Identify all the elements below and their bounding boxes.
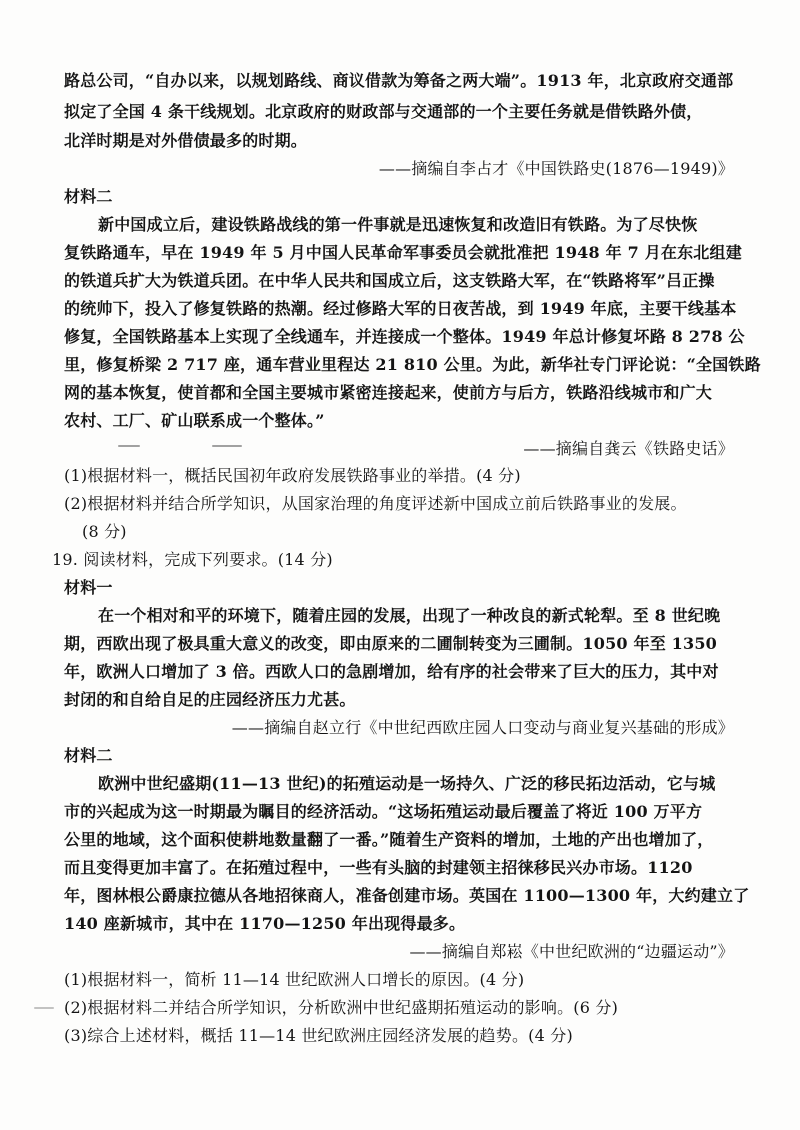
q19-question-1: (1)根据材料一，简析 11—14 世纪欧洲人口增长的原因。(4 分)	[64, 970, 525, 989]
q18-m2-line-2: 复铁路通车，早在 1949 年 5 月中国人民革命军事委员会就批准把 1948 年 7 月在东北组建	[64, 243, 742, 262]
scan-smudge	[34, 1007, 54, 1009]
q19-m1-title: 材料一	[64, 578, 113, 597]
q18-question-2: (2)根据材料并结合所学知识，从国家治理的角度评述新中国成立前后铁路事业的发展。	[64, 494, 687, 513]
q18-m1-line-2: 拟定了全国 4 条干线规划。北京政府的财政部与交通部的一个主要任务就是借铁路外债，	[64, 102, 703, 121]
scan-smudge	[118, 445, 140, 447]
q18-m2-source: ——摘编自龚云《铁路史话》	[523, 439, 734, 458]
q19-m2-source: ——摘编自郑崧《中世纪欧洲的“边疆运动”》	[409, 942, 734, 961]
q19-m2-line-2: 市的兴起成为这一时期最为瞩目的经济活动。“这场拓殖运动最后覆盖了将近 100 万平方	[64, 802, 703, 821]
scan-smudge	[212, 445, 242, 447]
q19-m1-line-3: 年，欧洲人口增加了 3 倍。西欧人口的急剧增加，给有序的社会带来了巨大的压力，其中对	[64, 662, 719, 681]
q19-m1-source: ——摘编自赵立行《中世纪西欧庄园人口变动与商业复兴基础的形成》	[231, 718, 734, 737]
q18-m2-title: 材料二	[64, 187, 113, 206]
q18-m1-line-1: 路总公司，“自办以来，以规划路线、商议借款为筹备之两大端”。1913 年，北京政府交通部	[64, 71, 734, 90]
q18-m2-line-7: 网的基本恢复，使首都和全国主要城市紧密连接起来，使前方与后方，铁路沿线城市和广大	[64, 383, 713, 402]
q18-m2-line-6: 里，修复桥梁 2 717 座，通车营业里程达 21 810 公里。为此，新华社专门评论说：“全国铁路	[64, 355, 761, 374]
q19-question-3: (3)综合上述材料，概括 11—14 世纪欧洲庄园经济发展的趋势。(4 分)	[64, 1026, 573, 1045]
q19-m2-line-1: 欧洲中世纪盛期(11—13 世纪)的拓殖运动是一场持久、广泛的移民拓边活动，它与城	[98, 774, 716, 793]
q18-question-1: (1)根据材料一，概括民国初年政府发展铁路事业的举措。(4 分)	[64, 466, 521, 485]
q19-m2-line-5: 年，图林根公爵康拉德从各地招徕商人，准备创建市场。英国在 1100—1300 年，大约建立了	[64, 886, 750, 905]
q19-m2-line-4: 而且变得更加丰富了。在拓殖过程中，一些有头脑的封建领主招徕移民兴办市场。1120	[64, 858, 693, 877]
q18-m2-line-5: 修复，全国铁路基本上实现了全线通车，并连接成一个整体。1949 年总计修复坏路 8 278 公	[64, 327, 745, 346]
q19-m1-line-2: 期，西欧出现了极具重大意义的改变，即由原来的二圃制转变为三圃制。1050 年至 1350	[64, 634, 718, 653]
q18-m2-line-4: 的统帅下，投入了修复铁路的热潮。经过修路大军的日夜苦战，到 1949 年底，主要干线基本	[64, 299, 737, 318]
q18-m1-line-3: 北洋时期是对外借债最多的时期。	[64, 131, 308, 150]
q19-m2-title: 材料二	[64, 746, 113, 765]
q18-m2-line-3: 的铁道兵扩大为铁道兵团。在中华人民共和国成立后，这支铁路大军，在“铁路将军”吕正操	[64, 271, 715, 290]
q18-m1-source: ——摘编自李占才《中国铁路史(1876—1949)》	[378, 159, 734, 178]
q18-question-2-points: (8 分)	[82, 522, 127, 541]
q19-heading: 19. 阅读材料，完成下列要求。(14 分)	[52, 550, 333, 569]
q19-question-2: (2)根据材料二并结合所学知识，分析欧洲中世纪盛期拓殖运动的影响。(6 分)	[64, 998, 619, 1017]
q18-m2-line-8: 农村、工厂、矿山联系成一个整体。”	[64, 411, 325, 430]
q19-m1-line-4: 封闭的和自给自足的庄园经济压力尤甚。	[64, 690, 356, 709]
q19-m2-line-3: 公里的地域，这个面积使耕地数量翻了一番。”随着生产资料的增加，土地的产出也增加了，	[64, 830, 714, 849]
q18-m2-line-1: 新中国成立后，建设铁路战线的第一件事就是迅速恢复和改造旧有铁路。为了尽快恢	[98, 215, 698, 234]
q19-m1-line-1: 在一个相对和平的环境下，随着庄园的发展，出现了一种改良的新式轮犁。至 8 世纪晚	[98, 606, 721, 625]
q19-m2-line-6: 140 座新城市，其中在 1170—1250 年出现得最多。	[64, 914, 466, 933]
